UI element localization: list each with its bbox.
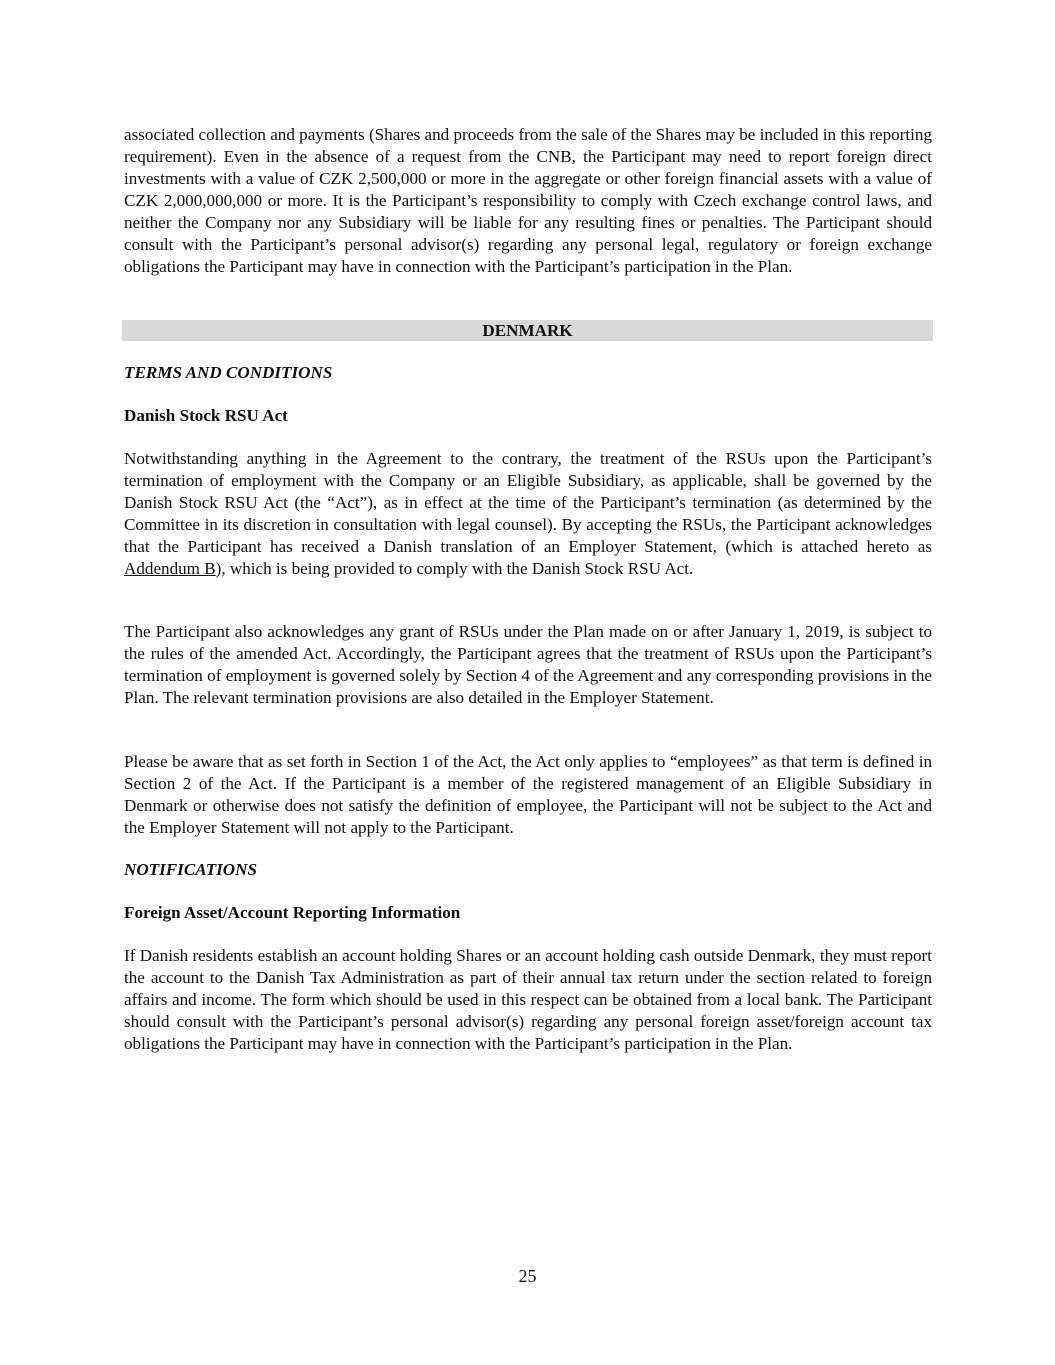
section-title: DENMARK [482,321,573,340]
rsu-act-heading: Danish Stock RSU Act [124,406,288,425]
terms-heading: TERMS AND CONDITIONS [124,363,333,382]
foreign-asset-paragraph: If Danish residents establish an account holding Shares or an account holding cash outside Denmark, they must report the account to the Danish Tax Administration as part of their annual tax return under the section related to foreign affairs and income. The form which should be used in this respect can be obtained from a local bank. The Participant should consult with the Participant’s personal advisor(s) regarding any personal foreign asset/foreign account tax obligations the Participant may have in connection with the Participant’s participation in the Plan. [124,946,932,1053]
amended-act-paragraph: The Participant also acknowledges any grant of RSUs under the Plan made on or after January 1, 2019, is subject to the rules of the amended Act. Accordingly, the Participant agrees that the treatment of RSUs upon the Participant’s termination of employment is governed solely by Section 4 of the Agreement and any corresponding provisions in the Plan. The relevant termination provisions are also detailed in the Employer Statement. [124,622,932,707]
page-number: 25 [518,1266,537,1286]
rsu-act-text-start: Notwithstanding anything in the Agreement to the contrary, the treatment of the RSUs upon the Participant’s termination of employment with the Company or an Eligible Subsidiary, as applicable, shall be governed by the Danish Stock RSU Act (the “Act”), as in effect at the time of the Participant’s termination (as determined by the Committee in its discretion in consultation with legal counsel). By accepting the RSUs, the Participant acknowledges that the Participant has received a Danish translation of an Employer Statement, (which is attached hereto as [124,449,932,556]
rsu-act-text-end: ), which is being provided to comply with the Danish Stock RSU Act. [215,559,694,578]
foreign-asset-heading: Foreign Asset/Account Reporting Information [124,903,461,922]
intro-paragraph: associated collection and payments (Shares and proceeds from the sale of the Shares may be included in this reporting requirement). Even in the absence of a request from the CNB, the Participant may need to report foreign direct investments with a value of CZK 2,500,000 or more in the aggregate or other foreign financial assets with a value of CZK 2,000,000,000 or more. It is the Participant’s responsibility to comply with Czech exchange control laws, and neither the Company nor any Subsidiary will be liable for any resulting fines or penalties. The Participant should consult with the Participant’s personal advisor(s) regarding any personal legal, regulatory or foreign exchange obligations the Participant may have in connection with the Participant’s participation in the Plan. [124,125,932,276]
employees-definition-paragraph: Please be aware that as set forth in Section 1 of the Act, the Act only applies to “employees” as that term is defined in Section 2 of the Act. If the Participant is a member of the registered management of an Eligible Subsidiary in Denmark or otherwise does not satisfy the definition of employee, the Participant will not be subject to the Act and the Employer Statement will not apply to the Participant. [124,752,932,837]
rsu-act-paragraph [124,448,932,580]
notifications-heading: NOTIFICATIONS [124,860,257,879]
addendum-b-link[interactable]: Addendum B [124,559,216,578]
